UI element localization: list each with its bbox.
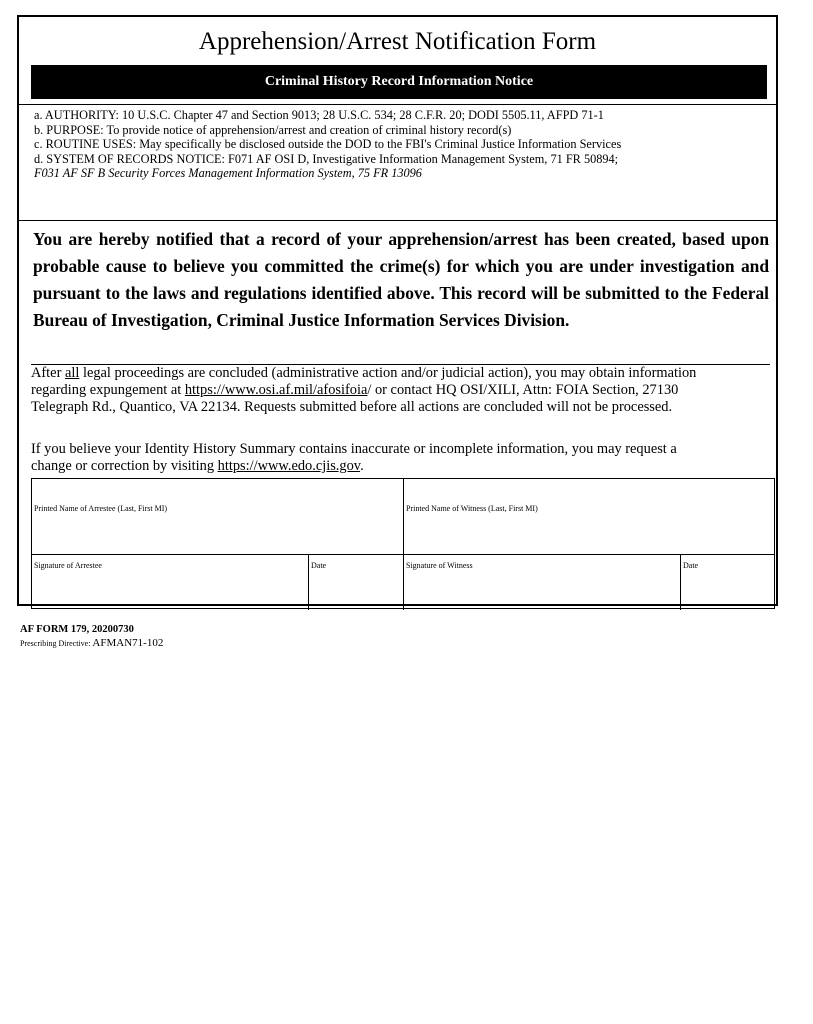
arrestee-signature-label: Signature of Arrestee xyxy=(34,561,102,570)
prescribing-directive: Prescribing Directive: AFMAN71-102 xyxy=(20,637,164,649)
purpose-line: b. PURPOSE: To provide notice of apprehension/arrest and creation of criminal history record(s) xyxy=(34,122,512,137)
form-title: Apprehension/Arrest Notification Form xyxy=(198,28,597,55)
authority-line: a. AUTHORITY: 10 U.S.C. Chapter 47 and Section 9013; 28 U.S.C. 534; 28 C.F.R. 20; DODI 5505.11, AFPD 71-1 xyxy=(34,108,604,122)
emphasis-all: all xyxy=(64,365,80,381)
identity-paragraph xyxy=(31,441,773,475)
records-notice-continuation: F031 AF SF B Security Forces Management Information System, 75 FR 13096 xyxy=(34,166,422,181)
divider xyxy=(19,104,776,105)
witness-signature-label: Signature of Witness xyxy=(406,561,473,570)
expungement-line: After all legal proceedings are concluded (administrative action and/or judicial action), you may obtain information xyxy=(31,365,697,381)
arrestee-name-label: Printed Name of Arrestee (Last, First MI) xyxy=(34,504,168,513)
witness-name-label: Printed Name of Witness (Last, First MI) xyxy=(406,504,538,513)
identity-line: change or correction by visiting https://www.edo.cjis.gov. xyxy=(31,458,364,474)
routine-uses-line: c. ROUTINE USES: May specifically be disclosed outside the DOD to the FBI's Criminal Justice Information Services xyxy=(34,137,622,152)
arrest-notice-statement: You are hereby notified that a record of your apprehension/arrest has been created, based upon probable cause to believe you committed the crime(s) for which you are under investigation and pursuant to the laws and regulations identified above. This record will be submitted to the Federal Bureau of Investigation, Criminal Justice Information Services Division. xyxy=(33,229,769,330)
form-number: AF FORM 179, 20200730 xyxy=(20,624,134,635)
notification-form xyxy=(17,15,778,606)
column-divider xyxy=(680,554,681,610)
column-divider xyxy=(403,479,404,610)
expungement-line: Telegraph Rd., Quantico, VA 22134. Requests submitted before all actions are concluded will not be processed. xyxy=(31,399,673,415)
authority-block xyxy=(34,108,769,181)
foia-link[interactable]: https://www.osi.af.mil/afosifoia xyxy=(184,382,368,398)
expungement-line: regarding expungement at https://www.osi.af.mil/afosifoia/ or contact HQ OSI/XILI, Attn: FOIA Section, 27130 xyxy=(31,382,679,398)
expungement-paragraph xyxy=(31,365,773,416)
divider xyxy=(19,220,776,221)
cjis-link[interactable]: https://www.edo.cjis.gov xyxy=(217,458,361,474)
witness-date-label: Date xyxy=(683,561,699,570)
section-header-bar: Criminal History Record Information Notice xyxy=(31,65,767,99)
signature-table xyxy=(31,478,775,609)
identity-line: If you believe your Identity History Summary contains inaccurate or incomplete information, you may request a xyxy=(31,441,677,457)
records-notice-line: d. SYSTEM OF RECORDS NOTICE: F071 AF OSI D, Investigative Information Management System, 71 FR 50894; xyxy=(34,151,619,166)
column-divider xyxy=(308,554,309,610)
arrestee-date-label: Date xyxy=(311,561,327,570)
